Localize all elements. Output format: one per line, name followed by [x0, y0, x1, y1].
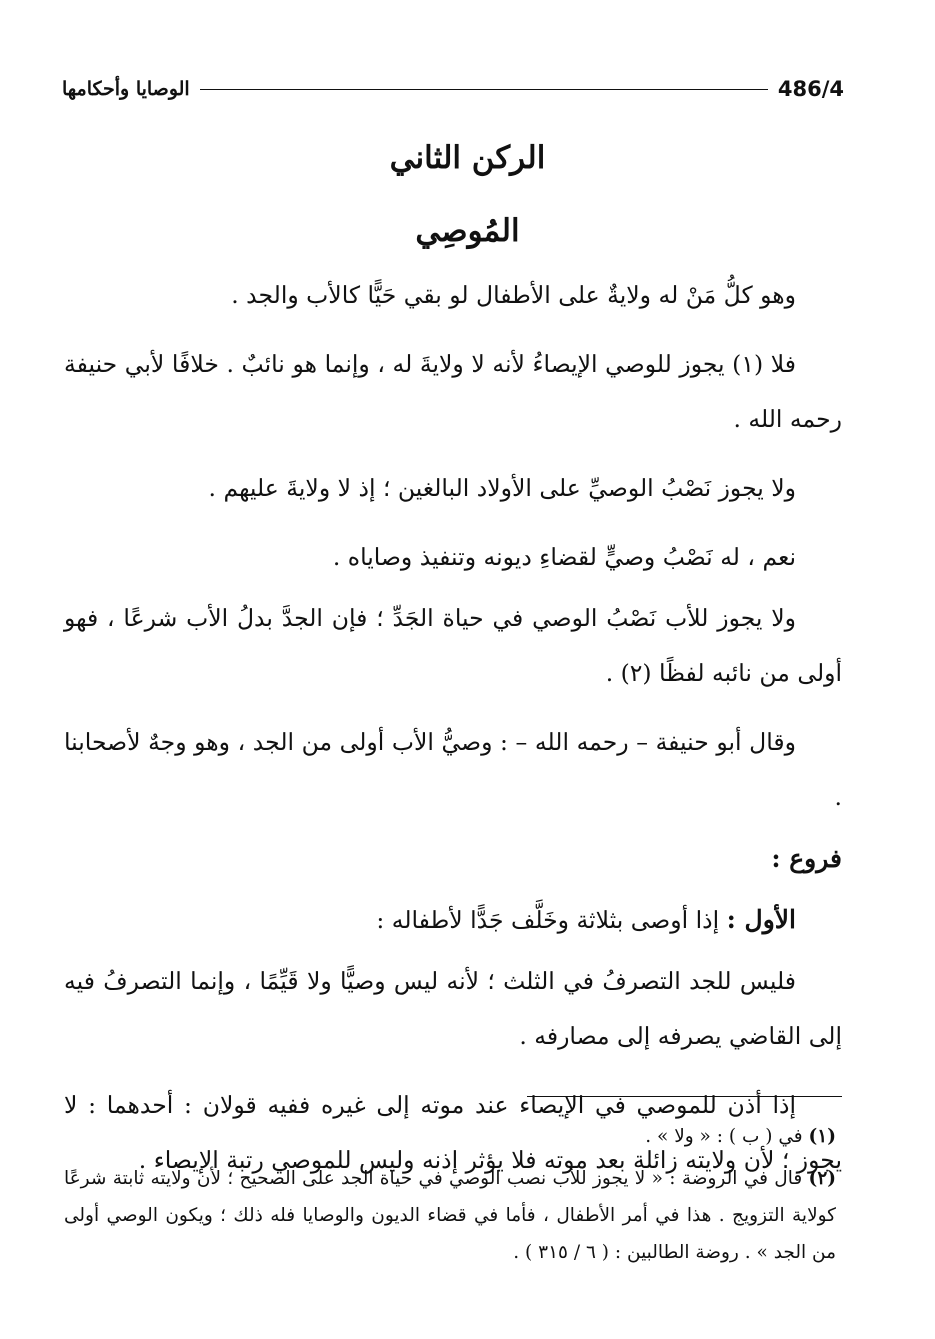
first-branch-label: الأول : [726, 905, 796, 934]
first-branch-text: إذا أوصى بثلاثة وخَلَّف جَدًّا لأطفاله : [376, 906, 720, 934]
paragraph-third-share: فليس للجد التصرفُ في الثلث ؛ لأنه ليس وصيًّا ولا قَيِّمًا ، وإنما التصرفُ فيه إلى القاضي يصرفه إلى مصارفه . [64, 967, 842, 1050]
branches-heading: فروع : [771, 844, 842, 873]
paragraph-adult-children: ولا يجوز نَصْبُ الوصيِّ على الأولاد البالغين ؛ إذ لا ولايةَ عليهم . [208, 474, 796, 502]
paragraph-abu-hanifa: وقال أبو حنيفة – رحمه الله – : وصيُّ الأب أولى من الجد ، وهو وجهٌ لأصحابنا . [64, 728, 842, 811]
section-heading: الركن الثاني [389, 140, 546, 176]
paragraph-first-branch [64, 892, 842, 948]
footnote-1-number: (١) [808, 1126, 836, 1147]
running-title: الوصايا وأحكامها [62, 78, 190, 100]
section-subtitle: المُوصِي [415, 213, 520, 249]
footnote-2 [64, 1160, 836, 1271]
footnote-1 [64, 1118, 836, 1155]
paragraph-debts: نعم ، له نَصْبُ وصيٍّ لقضاءِ ديونه وتنفيذ وصاياه . [332, 543, 796, 571]
paragraph-wasi-delegation: فلا (١) يجوز للوصي الإيصاءُ لأنه لا ولايةَ له ، وإنما هو نائبٌ . خلافًا لأبي حنيفة رحمه الله . [64, 350, 842, 433]
page-number: 486/4 [777, 77, 844, 101]
footnote-separator [527, 1096, 842, 1097]
header-rule [200, 89, 768, 90]
footnote-2-text: قال في الروضة : « لا يجوز للأب نصب الوصي في حياة الجد على الصحيح ؛ لأن ولايته ثابتة شرعًا كولاية التزويج . هذا في أمر الأطفال ، فأما في قضاء الديون والوصايا فله ذلك ؛ ويكون الوصي أولى من الجد » . روضة الطالبين : ( ٦ / ٣١٥ ) . [64, 1168, 836, 1263]
paragraph-permission: إذا أذن للموصي في الإيصاء عند موته إلى غيره ففيه قولان : أحدهما : لا يجوز ؛ لأن ولايته زائلة بعد موته فلا يؤثر إذنه وليس للموصي رتبة الإيصاء . [64, 1091, 842, 1174]
footnote-1-text: في ( ب ) : « ولا » . [645, 1126, 803, 1147]
paragraph-grandfather: ولا يجوز للأب نَصْبُ الوصي في حياة الجَدِّ ؛ فإن الجدَّ بدلُ الأب شرعًا ، فهو أولى من نائبه لفظًا (٢) . [64, 604, 842, 687]
paragraph-definition: وهو كلُّ مَنْ له ولايةٌ على الأطفال لو بقي حَيًّا كالأب والجد . [231, 281, 796, 309]
main-text [64, 268, 842, 1202]
page-header [62, 72, 844, 106]
footnote-2-number: (٢) [808, 1168, 837, 1189]
footnotes [64, 1118, 836, 1276]
